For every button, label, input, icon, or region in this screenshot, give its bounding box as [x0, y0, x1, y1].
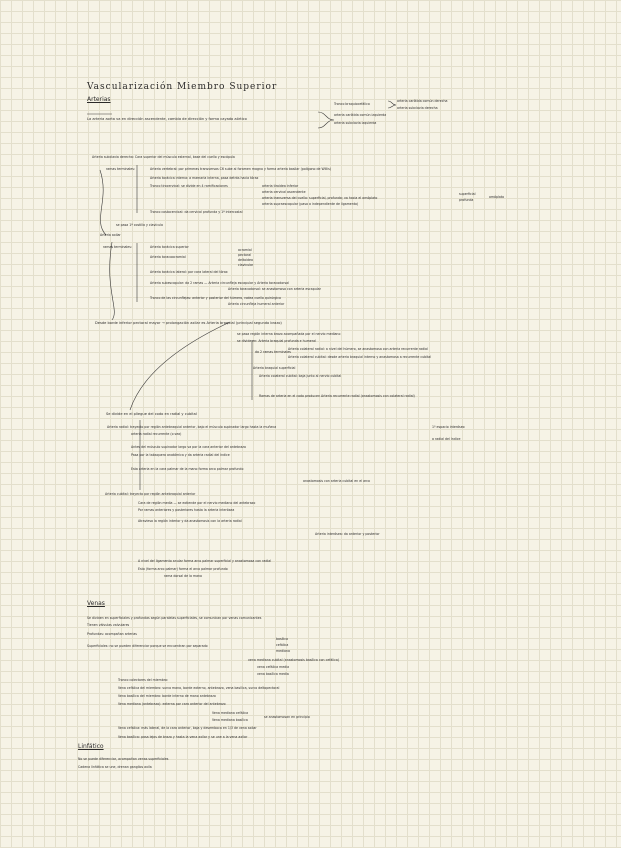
subclavia-r1: Arteria vertebral: por primeras transversas C6 sube al foramen magno y forma arteria basilar (polígono de Willis): [150, 167, 332, 171]
intro-branch-a1: arteria carótida común derecha: [397, 99, 448, 103]
subclavia-ramas: ramas terminales:: [106, 167, 136, 171]
codo-cubital: Arteria cubital: trayecto por región antebraquial anterior: [105, 492, 196, 496]
axilar-r2c: deltoidea: [238, 258, 253, 262]
link-subclavia-axilar: [100, 170, 106, 235]
section-arterias: Arterias: [87, 96, 111, 103]
codo-cubital5: Arteria interósea: da anterior y posterior: [315, 532, 380, 536]
venas-l5: vena mediana cubital (anastomosis basílica con cefálica): [248, 658, 340, 662]
axilar-r4b: Arteria toracodorsal: se anastomosa con arteria escapular: [228, 287, 321, 291]
venas-l2: Tienen válvulas valvulares: [87, 623, 130, 627]
braquial-l4a: Arteria colateral cubital: baja junto al nervio cubital: [259, 374, 342, 378]
braquial-l3b: Arteria colateral cubital: desde arteria braquial interno y anastomosa a recurrente cubital: [288, 355, 432, 359]
subclavia-r3: Tronco tirocervical: se divide en 4 ramificaciones: [150, 184, 228, 188]
braquial-l5: Ramas de arteria en el codo producen Arteria recurrente radial (anastomosis con colateral radial): [259, 394, 415, 398]
intro-branch-a2: arteria subclavia derecha: [397, 106, 438, 110]
linfatico-l1: No se puede diferenciar, acompañan venas superficiales: [78, 757, 169, 761]
intro-branch-b: arteria carótida común izquierda: [334, 113, 387, 117]
subclavia-r3a: arteria tiroidea inferior: [262, 184, 299, 188]
codo-cubital4: Atraviesa la región interior y da anastomosis con la arteria radial: [138, 519, 242, 523]
codo-cubital6: A nivel del ligamento anular forma arco palmar superficial y anastomosa con radial: [138, 559, 272, 563]
subclavia-r2: Arteria torácica interna: a mamaria interna, pasa detrás hacia tórax: [150, 176, 259, 180]
braquial-l4: Arteria braquial superficial: [253, 366, 296, 370]
venas-b3b: Vena mediana basílica: [212, 718, 248, 722]
codo-cubital7: Esto (forma arco palmar) forma el arco palmar profundo: [138, 567, 228, 571]
codo-radial2: arteria radial recurrente (o sea): [131, 432, 182, 436]
venas-l4c: mediana: [276, 649, 290, 653]
braquial-l3: da 2 ramas terminales: [255, 350, 291, 354]
axilar-r1: Arteria torácica superior: [150, 245, 189, 249]
braquial-l2: se divide en: Arteria braquial profunda e humeral: [237, 339, 316, 343]
subclavia-head: Arteria subclavia derecha: Cara superior del músculo esternal, base del cuello y escápula: [92, 155, 235, 159]
venas-b1: Vena cefálica del miembro: surco mano, borde externo, antebrazo, vena basílica, surco deltopectoral: [118, 686, 280, 690]
codo-cubital3: Por ramas anteriores y posteriores hasta la arteria interósea: [138, 508, 235, 512]
axilar-r2d: clavicular: [238, 263, 254, 267]
venas-b4: Vena cefálica: más lateral, de la cara anterior, baja y desemboca en 1/3 de vena axilar: [118, 726, 257, 730]
axilar-r5b: Arteria circunfleja humeral anterior: [228, 302, 285, 306]
braquial-l1: se pasa región interna brazo acompañada por el nervio mediano: [237, 332, 341, 336]
codo-radial5: Esta arteria en la cara palmar de la mano forma arco palmar profundo: [131, 467, 244, 471]
subclavia-r3e: superficial: [459, 192, 476, 196]
venas-l5b: vena basílica media: [257, 672, 289, 676]
axilar-r5: Tronco de las circunflejas: anterior y posterior del húmero, rodea cuello quirúrgico: [150, 296, 281, 300]
subclavia-foot: se pasa 1ª costilla y clavícula: [116, 223, 163, 227]
codo-rlabel: 1º espacio interóseo: [432, 425, 465, 429]
braquial-head: Desde borde inferior pectoral mayor → prolongación axilar es Arteria braquial (principal segundo brazo): [95, 321, 282, 325]
codo-radial3: Antes del músculo supinador largo va por la cara anterior del antebrazo: [131, 445, 246, 449]
subclavia-r3g: omóplato: [489, 195, 505, 199]
axilar-head: Arteria axilar: [100, 233, 121, 237]
venas-l1: Se dividen en superficiales y profundas según paralelas superficiales, se comunican por venas comunicantes: [87, 616, 262, 620]
section-venas: Venas: [87, 600, 105, 607]
venas-b5: Vena basílica: pasa lejos de brazo y hasta la vena axilar y se une a la vena axilar: [118, 735, 248, 739]
subclavia-r3f: profunda: [459, 198, 474, 202]
page-title: Vascularización Miembro Superior: [87, 82, 278, 92]
codo-cubital2: Cara de región media — se extiende por el nervio mediano del antebrazo: [138, 501, 256, 505]
axilar-r2b: pectoral: [238, 253, 252, 257]
brace-tronco: [388, 101, 396, 108]
linfatico-l2: Cadena linfática se une, drenan ganglios axila: [78, 765, 152, 769]
venas-b3a: Vena mediana cefálica: [212, 711, 249, 715]
codo-radial6: anastomosis con arteria cubital en el arco: [303, 479, 370, 483]
codo-cubital8: rama dorsal de la mano: [164, 574, 203, 578]
venas-l4a: basílica: [276, 637, 288, 641]
axilar-r4: Arteria subescapular: da 2 ramas — Arteria circunfleja escapular y Arteria toracodorsal: [150, 281, 289, 285]
codo-radial: Arteria radial: trayecto por región antebraquial anterior, bajo el músculo supinador largo hasta la muñeca: [107, 425, 277, 429]
axilar-r3: Arteria torácica lateral: por cara lateral del tórax: [150, 270, 228, 274]
subclavia-r3d: arteria supraescapular (pasa a independiente de ligamento): [262, 202, 359, 206]
intro-branch-a: Tronco braquiocefálico: [334, 102, 370, 106]
codo-radial4: Pasa por la tabaquera anatómica y da arteria radial del índice: [131, 453, 230, 457]
arc-braquial: [130, 322, 230, 410]
venas-l3: Profundas: acompañan arterias: [87, 632, 137, 636]
axilar-r2a: acromial: [238, 248, 252, 252]
subclavia-r4: Tronco costocervical: da cervical profunda y 1ª intercostal: [150, 210, 243, 214]
brace-aortic: [318, 112, 334, 128]
venas-l4b: cefálica: [276, 643, 289, 647]
venas-l4: Superficiales: no se pueden diferenciar porque se encuentran por separado: [87, 644, 208, 648]
axilar-r2: Arteria toracoacromial: [150, 255, 186, 259]
braquial-l3a: Arteria colateral radial: a nivel del húmero, se anastomosa con arteria recurrente radial: [288, 347, 428, 351]
link-axilar-braquial: [110, 242, 115, 320]
codo-rlabel2: a radial del índice: [432, 437, 461, 441]
section-linfatico: Linfático: [78, 743, 104, 750]
venas-l6: Tronco colectores del miembro:: [118, 678, 169, 682]
venas-b3: Vena mediana (antebrazo): externa por cara anterior del antebrazo: [118, 702, 226, 706]
intro-line: La arteria aorta va en dirección ascendente, cambia de dirección y forma cayado aórtico: [87, 117, 247, 121]
subclavia-r3c: arteria transversa del cuello: superficial, profunda; va hacia el omóplato: [262, 196, 378, 200]
subclavia-r3b: arteria cervical ascendente: [262, 190, 306, 194]
axilar-ramas: ramas terminales:: [103, 245, 133, 249]
venas-b2: Vena basílica del miembro: borde interno de mano antebrazo: [118, 694, 216, 698]
venas-b3c: se anastomosan en principio: [264, 715, 310, 719]
codo-head: Se divide en el pliegue del codo en radial y cubital: [106, 412, 197, 416]
intro-branch-c: arteria subclavia izquierda: [334, 121, 377, 125]
venas-l5a: vena cefálica media: [257, 665, 290, 669]
